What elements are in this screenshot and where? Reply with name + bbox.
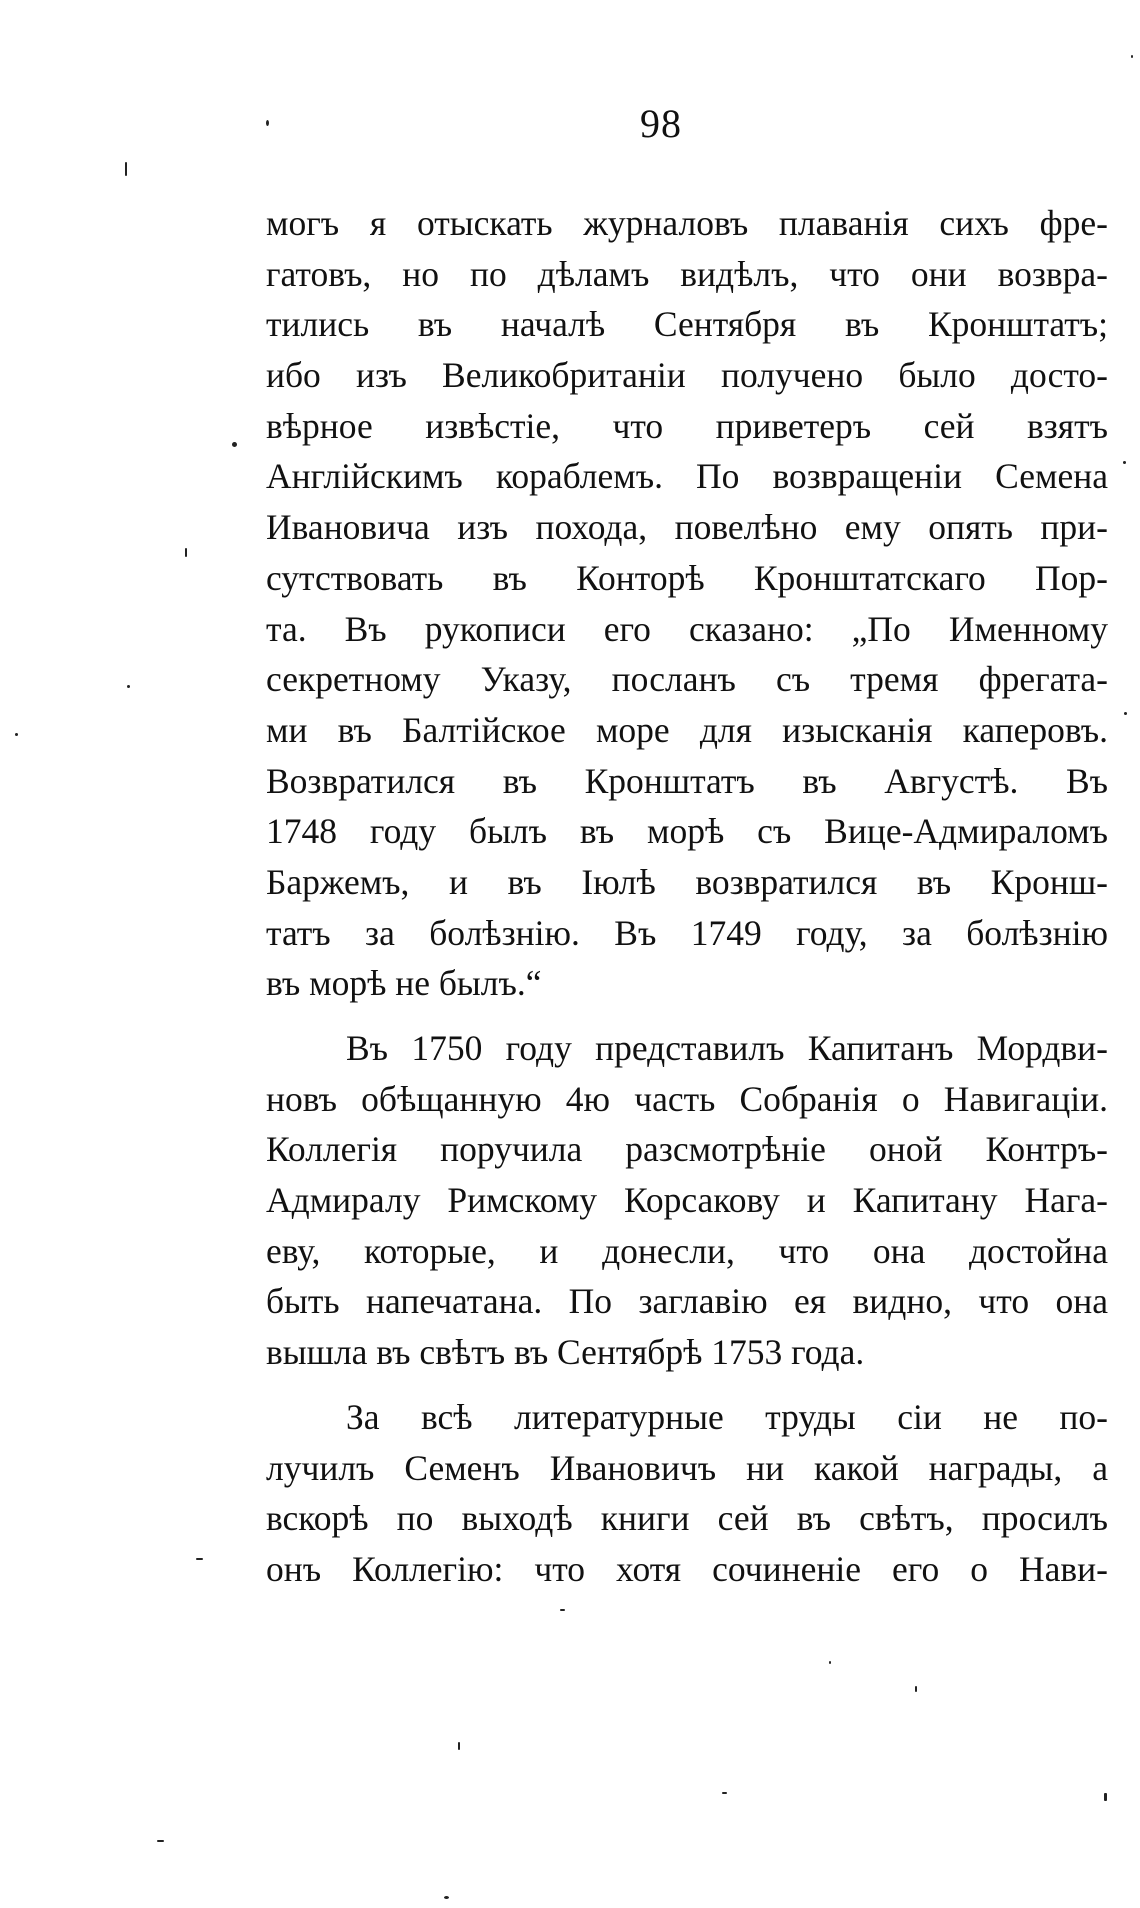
scan-speck xyxy=(1123,461,1126,464)
text-line: вѣрное извѣстіе, что приветеръ сей взятъ xyxy=(266,405,1108,446)
text-line: гатовъ, но по дѣламъ видѣлъ, что они возвра- xyxy=(266,253,1108,294)
text-line: тились въ началѣ Сентября въ Кронштатъ; xyxy=(266,304,1108,345)
scan-speck xyxy=(125,162,127,176)
text-line: татъ за болѣзнію. Въ 1749 году, за болѣзнію xyxy=(266,912,1108,953)
text-line: еву, которые, и донесли, что она достойна xyxy=(266,1230,1108,1271)
scan-speck xyxy=(232,442,237,447)
scan-speck xyxy=(444,1896,449,1899)
scan-speck xyxy=(915,1686,917,1692)
scan-speck xyxy=(829,1661,831,1664)
text-line: Англійскимъ кораблемъ. По возвращеніи Семена xyxy=(266,456,1108,497)
page-number: 98 xyxy=(640,101,682,146)
text-line: ми въ Балтійское море для изысканія каперовъ. xyxy=(266,709,1108,750)
text-line: ибо изъ Великобританіи получено было досто- xyxy=(266,355,1108,396)
scan-speck xyxy=(722,1792,727,1794)
scan-speck xyxy=(560,1609,565,1611)
text-line: та. Въ рукописи его сказано: „По Именному xyxy=(266,608,1108,649)
text-line: въ морѣ не былъ.“ xyxy=(266,963,542,1004)
paragraph-3 xyxy=(266,1392,1108,1595)
paragraph-2 xyxy=(266,1023,1108,1378)
text-line: 1748 году былъ въ морѣ съ Вице-Адмираломъ xyxy=(266,811,1108,852)
text-line: Коллегія поручила разсмотрѣніе оной Контръ- xyxy=(266,1129,1108,1170)
scan-speck xyxy=(157,1840,164,1842)
paragraph-1 xyxy=(266,198,1108,1009)
scan-speck xyxy=(127,685,130,688)
text-line: вскорѣ по выходѣ книги сей въ свѣтъ, просилъ xyxy=(266,1498,1108,1539)
text-line: секретному Указу, посланъ съ тремя фрегата- xyxy=(266,659,1108,700)
scan-speck xyxy=(1124,712,1127,715)
scan-speck xyxy=(458,1742,460,1750)
text-line: могъ я отыскать журналовъ плаванія сихъ фре- xyxy=(266,203,1108,243)
text-line: Ивановича изъ похода, повелѣно ему опять при- xyxy=(266,507,1108,548)
scan-speck xyxy=(1104,1793,1107,1801)
scan-speck xyxy=(196,1558,203,1560)
scan-speck xyxy=(266,120,269,126)
body-text xyxy=(266,198,1108,1595)
text-line: онъ Коллегію: что хотя сочиненіе его о Нави- xyxy=(266,1548,1108,1589)
text-line: сутствовать въ Конторѣ Кронштатскаго Пор- xyxy=(266,557,1108,598)
text-line: быть напечатана. По заглавію ея видно, что она xyxy=(266,1281,1108,1322)
text-line: вышла въ свѣтъ въ Сентябрѣ 1753 года. xyxy=(266,1332,865,1373)
scan-speck xyxy=(185,548,187,557)
text-line: Въ 1750 году представилъ Капитанъ Мордви- xyxy=(346,1028,1108,1068)
text-line: За всѣ литературные труды сіи не по- xyxy=(346,1396,1108,1437)
text-line: новъ обѣщанную 4ю часть Собранія о Навигаціи. xyxy=(266,1078,1108,1119)
text-line: Адмиралу Римскому Корсакову и Капитану Нага- xyxy=(266,1180,1108,1221)
scan-speck xyxy=(1131,55,1133,58)
text-line: Баржемъ, и въ Іюлѣ возвратился въ Кронш- xyxy=(266,861,1108,902)
text-line: Возвратился въ Кронштатъ въ Августѣ. Въ xyxy=(266,760,1108,801)
scan-speck xyxy=(15,733,18,736)
text-line: лучилъ Семенъ Ивановичъ ни какой награды, а xyxy=(266,1447,1108,1488)
